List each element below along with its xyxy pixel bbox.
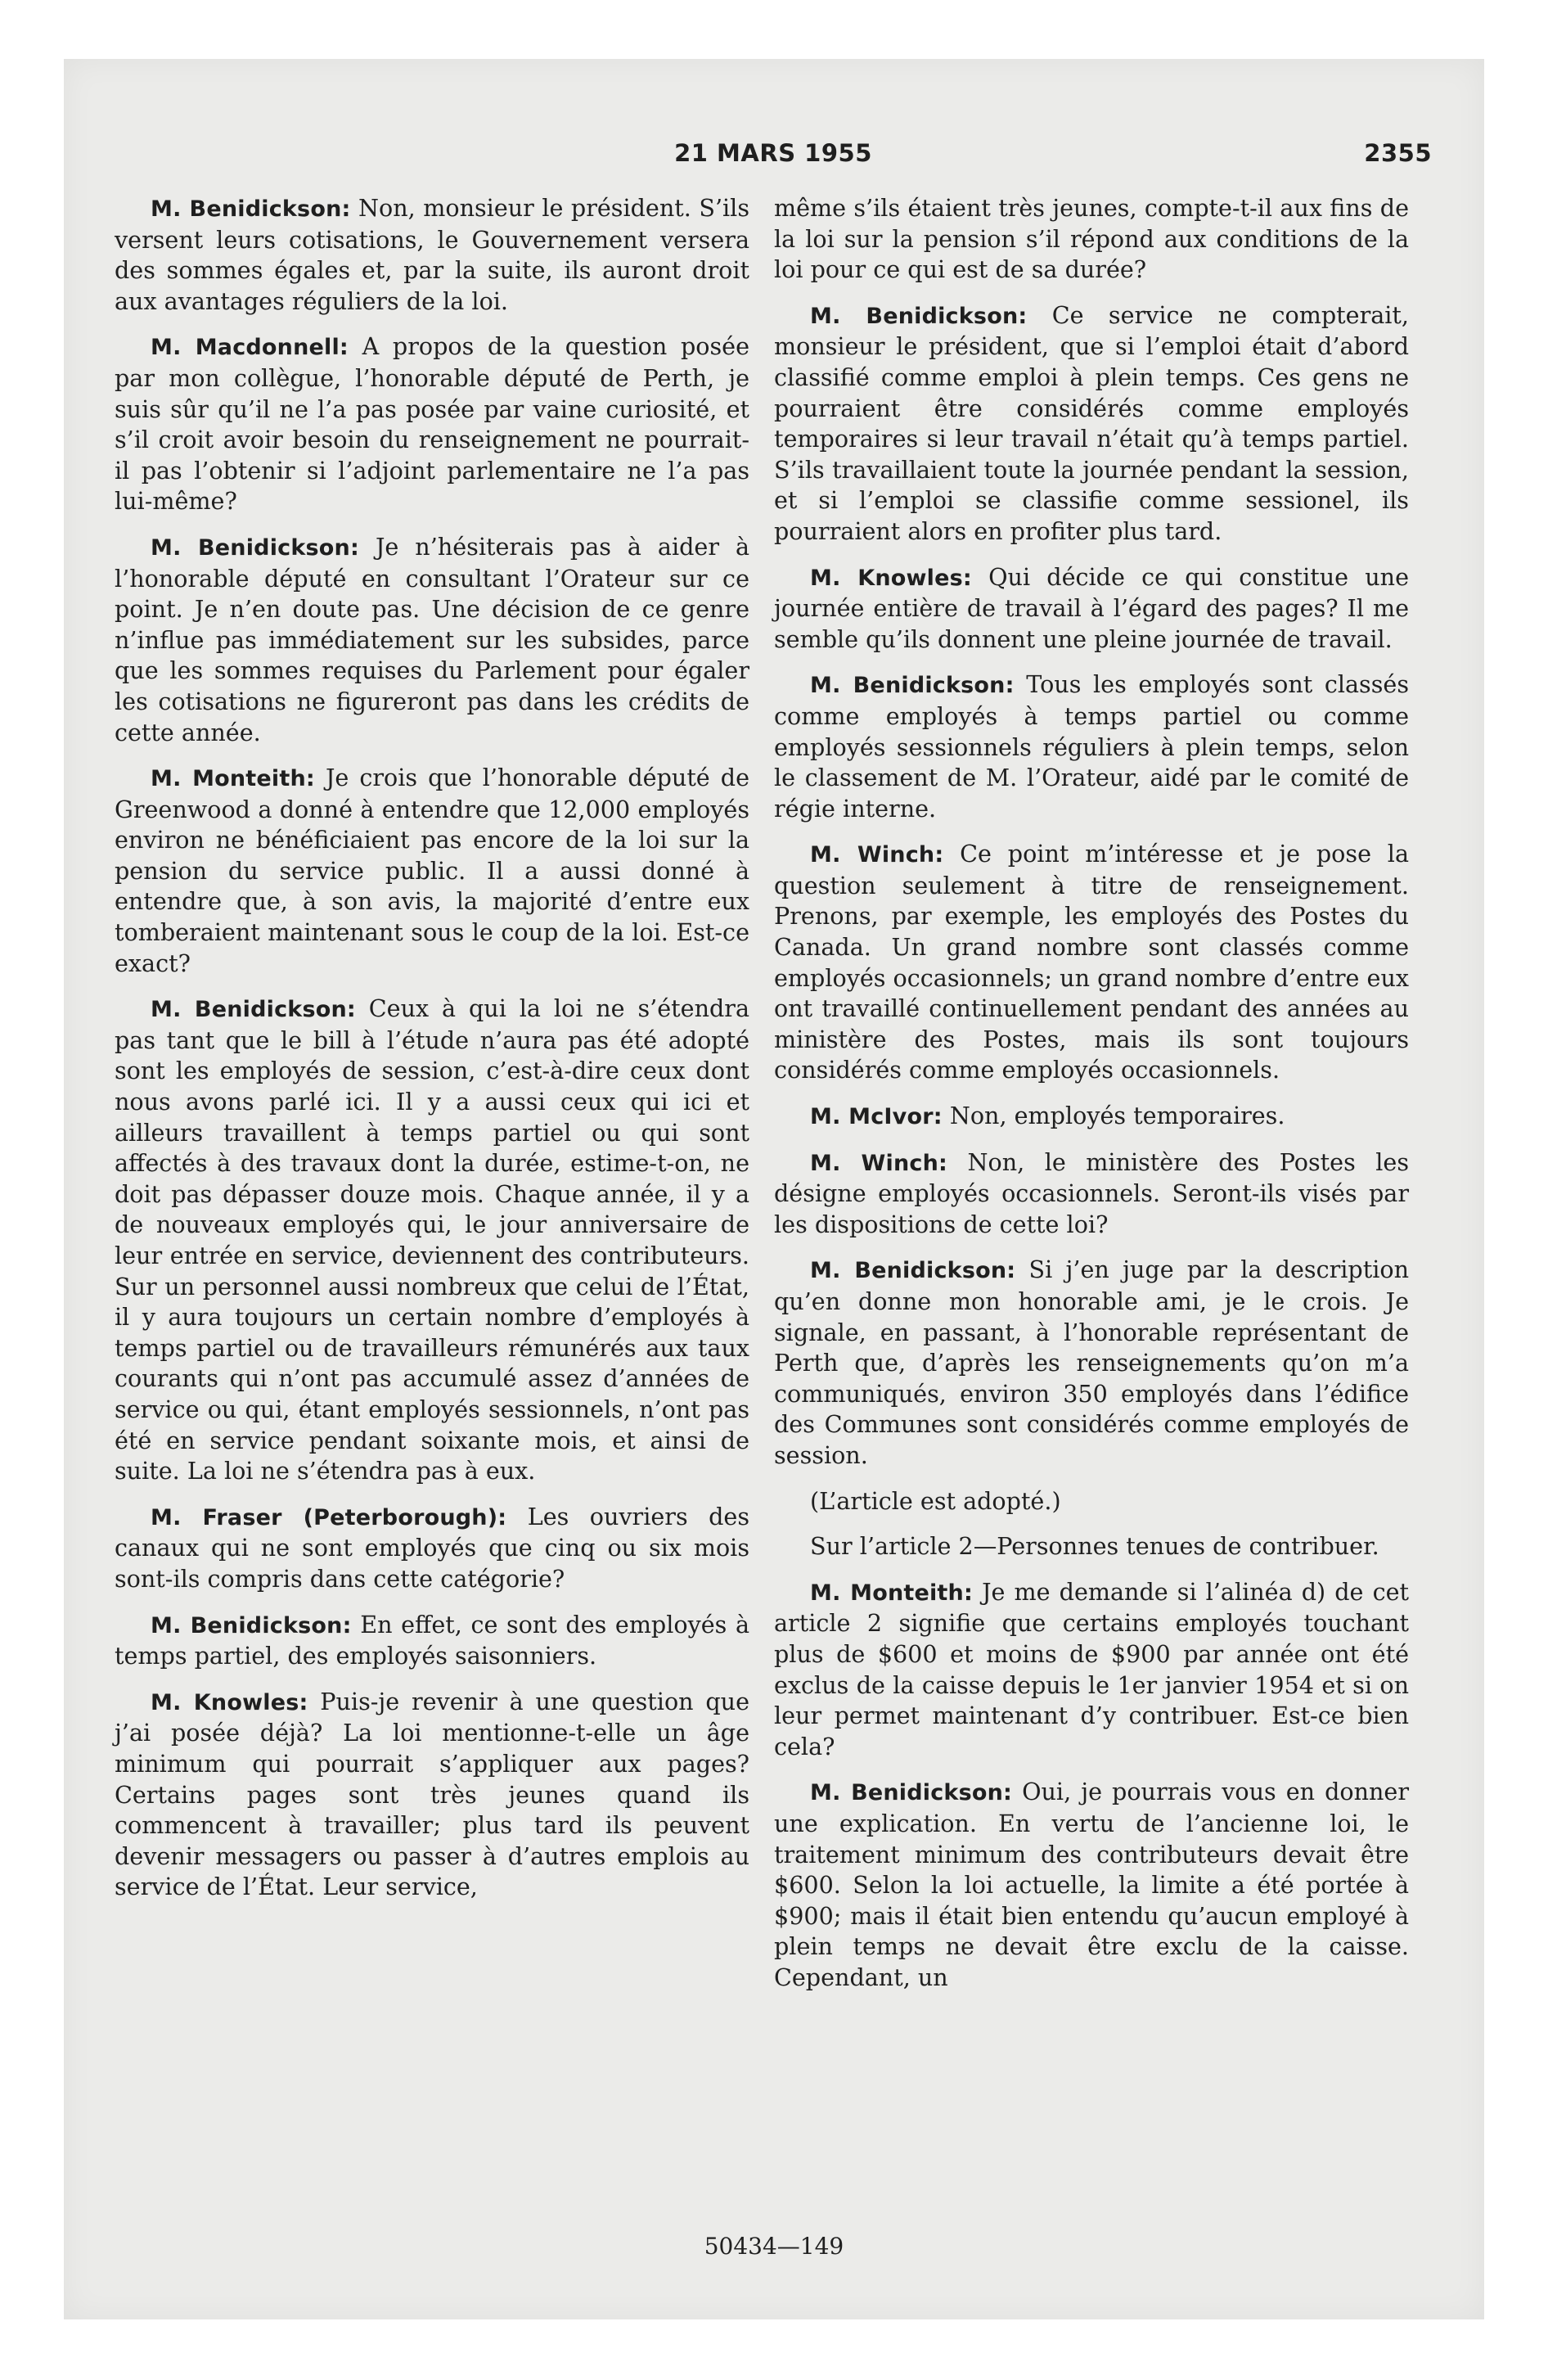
paragraph-text: Tous les employés sont classés comme employés à temps partiel ou comme employés sessionnels réguliers à plein temps, selon le classement de M. l’Orateur, aidé par le comité de régie interne. (774, 670, 1409, 823)
paragraph (774, 1147, 1409, 1241)
speaker-name: M. Monteith: (151, 766, 315, 792)
page-number: 2355 (1364, 139, 1432, 167)
page-footer: 50434—149 (704, 2233, 844, 2260)
paragraph (115, 331, 749, 517)
speaker-name: M. McIvor: (810, 1104, 943, 1130)
paragraph-text: Non, monsieur le président. S’ils versent leurs cotisations, le Gouvernement versera des sommes égales et, par la suite, ils auront droit aux avantages réguliers de la loi. (115, 194, 749, 315)
paragraph-text: (L’article est adopté.) (810, 1486, 1061, 1515)
speaker-name: M. Benidickson: (151, 1612, 352, 1639)
speaker-name: M. Benidickson: (151, 196, 351, 222)
speaker-name: M. Knowles: (151, 1689, 308, 1715)
paragraph-text: Je crois que l’honorable député de Greenwood a donné à entendre que 12,000 employés environ ne bénéficiaient pas encore de la loi sur la pension du service public. Il a aussi donné à entendre que, à son avis, la majorité d’entre eux tomberaient maintenant sous le coup de la loi. Est-ce exact? (115, 764, 749, 977)
paragraph (115, 193, 749, 317)
paragraph-text: Si j’en juge par la description qu’en donne mon honorable ami, je le crois. Je signale, en passant, à l’honorable représentant de Perth que, d’après les renseignements qu’on m’a communiqués, environ 350 employés dans l’édifice des Communes sont considérés comme employés de session. (774, 1255, 1409, 1469)
paragraph-text: A propos de la question posée par mon collègue, l’honorable député de Perth, je suis sûr qu’il ne l’a pas posée par vaine curiosité, et s’il croit avoir besoin du renseignement ne pourrait-il pas l’obtenir si l’adjoint parlementaire ne l’a pas lui-même? (115, 332, 749, 516)
paragraph (115, 763, 749, 979)
paragraph (774, 562, 1409, 656)
paragraph (774, 1101, 1409, 1133)
paragraph (774, 839, 1409, 1086)
paragraph (115, 1502, 749, 1595)
speaker-name: M. Winch: (810, 1150, 948, 1176)
paragraph-text: Ce service ne compterait, monsieur le président, que si l’emploi était d’abord classifié comme emploi à plein temps. Ces gens ne pourraient être considérés comme employés temporaires si leur travail n’était qu’à temps partiel. S’ils travaillaient toute la journée pendant la session, et si l’emploi se classifie comme sessionel, ils pourraient alors en profiter plus tard. (774, 300, 1410, 545)
right-column (774, 193, 1409, 2008)
speaker-name: M. Benidickson: (810, 1780, 1013, 1806)
paragraph-text: Puis-je revenir à une question que j’ai posée déjà? La loi mentionne-t-elle un âge minimum qui pourrait s’appliquer aux pages? Certains pages sont très jeunes quand ils commencent à travailler; plus tard ils peuvent devenir messagers ou passer à d’autres emplois au service de l’État. Leur service, (115, 1687, 749, 1901)
speaker-name: M. Monteith: (810, 1580, 973, 1606)
paragraph-text: Sur l’article 2—Personnes tenues de contribuer. (810, 1532, 1379, 1561)
speaker-name: M. Macdonnell: (151, 335, 349, 361)
paragraph-text: Non, le ministère des Postes les désigne employés occasionnels. Seront-ils visés par les dispositions de cette loi? (774, 1147, 1409, 1238)
speaker-name: M. Benidickson: (810, 673, 1015, 699)
speaker-name: M. Fraser (Peterborough): (151, 1504, 507, 1530)
paragraph-text: même s’ils étaient très jeunes, compte-t-il aux fins de la loi sur la pension s’il répond aux conditions de la loi pour ce qui est de sa durée? (774, 194, 1409, 284)
left-column (115, 193, 749, 1918)
paragraph (774, 1255, 1409, 1471)
speaker-name: M. Benidickson: (151, 997, 356, 1023)
speaker-name: M. Benidickson: (810, 303, 1028, 329)
paragraph (774, 1577, 1409, 1763)
paragraph-text: Ceux à qui la loi ne s’étendra pas tant que le bill à l’étude n’aura pas été adopté sont les employés de session, c’est-à-dire ceux dont nous avons parlé ici. Il y a aussi ceux qui ici et ailleurs travaillent à temps partiel ou qui sont affectés à des travaux dont la durée, estime-t-on, ne doit pas dépasser douze mois. Chaque année, il y a de nouveaux employés qui, le jour anniversaire de leur entrée en service, deviennent des contributeurs. Sur un personnel aussi nombreux que celui de l’État, il y aura toujours un certain nombre d’employés à temps partiel ou de travailleurs rémunérés aux taux courants qui n’ont pas accumulé assez d’années de service ou qui, étant employés sessionnels, n’ont pas été en service pendant soixante mois, et ainsi de suite. La loi ne s’étendra pas à eux. (115, 994, 750, 1485)
speaker-name: M. Winch: (810, 842, 944, 868)
header-date: 21 MARS 1955 (674, 139, 872, 167)
speaker-name: M. Knowles: (810, 565, 972, 591)
paragraph-text: Je n’hésiterais pas à aider à l’honorable député en consultant l’Orateur sur ce point. Je n’en doute pas. Une décision de ce genre n’influe pas immédiatement sur les subsides, parce que les sommes requises du Parlement pour égaler les cotisations ne figureront pas dans les crédits de cette année. (115, 532, 750, 746)
paragraph (774, 300, 1409, 548)
paragraph-text: Oui, je pourrais vous en donner une explication. En vertu de l’ancienne loi, le traitement minimum des contributeurs devait être $600. Selon la loi actuelle, la limite a été portée à $900; mais il était bien entendu qu’aucun employé à plein temps ne devait être exclu de la caisse. Cependant, un (774, 1778, 1410, 1991)
paragraph (774, 1777, 1409, 1993)
paragraph (115, 1610, 749, 1672)
paragraph (115, 1687, 749, 1903)
paragraph-text: Je me demande si l’alinéa d) de cet article 2 signifie que certains employés touchant plus de $600 et moins de $900 par année ont été exclus de la caisse depuis le 1er janvier 1954 et si on leur permet maintenant d’y contribuer. Est-ce bien cela? (774, 1577, 1409, 1760)
paragraph-text: Non, employés temporaires. (949, 1102, 1285, 1130)
paragraph (774, 669, 1409, 824)
page-header (115, 139, 1432, 172)
article-heading (774, 1531, 1409, 1562)
paragraph-text: Qui décide ce qui constitue une journée entière de travail à l’égard des pages? Il me semble qu’ils donnent une pleine journée de travail. (774, 562, 1410, 653)
paragraph-text: Ce point m’intéresse et je pose la question seulement à titre de renseignement. Prenons, par exemple, les employés des Postes du Canada. Un grand nombre sont classés comme employés occasionnels; un grand nombre d’entre eux ont travaillé continuellement pendant des années au ministère des Postes, mais ils sont toujours considérés comme employés occasionnels. (774, 840, 1410, 1084)
paragraph-text: Les ouvriers des canaux qui ne sont employés que cinq ou six mois sont-ils compris dans cette catégorie? (115, 1502, 749, 1593)
paragraph-text: En effet, ce sont des employés à temps partiel, des employés saisonniers. (115, 1610, 749, 1670)
speaker-name: M. Benidickson: (810, 1258, 1016, 1284)
paragraph (774, 193, 1409, 286)
paragraph (115, 532, 749, 748)
procedural-note (774, 1486, 1409, 1517)
speaker-name: M. Benidickson: (151, 534, 359, 561)
paragraph (115, 994, 749, 1487)
